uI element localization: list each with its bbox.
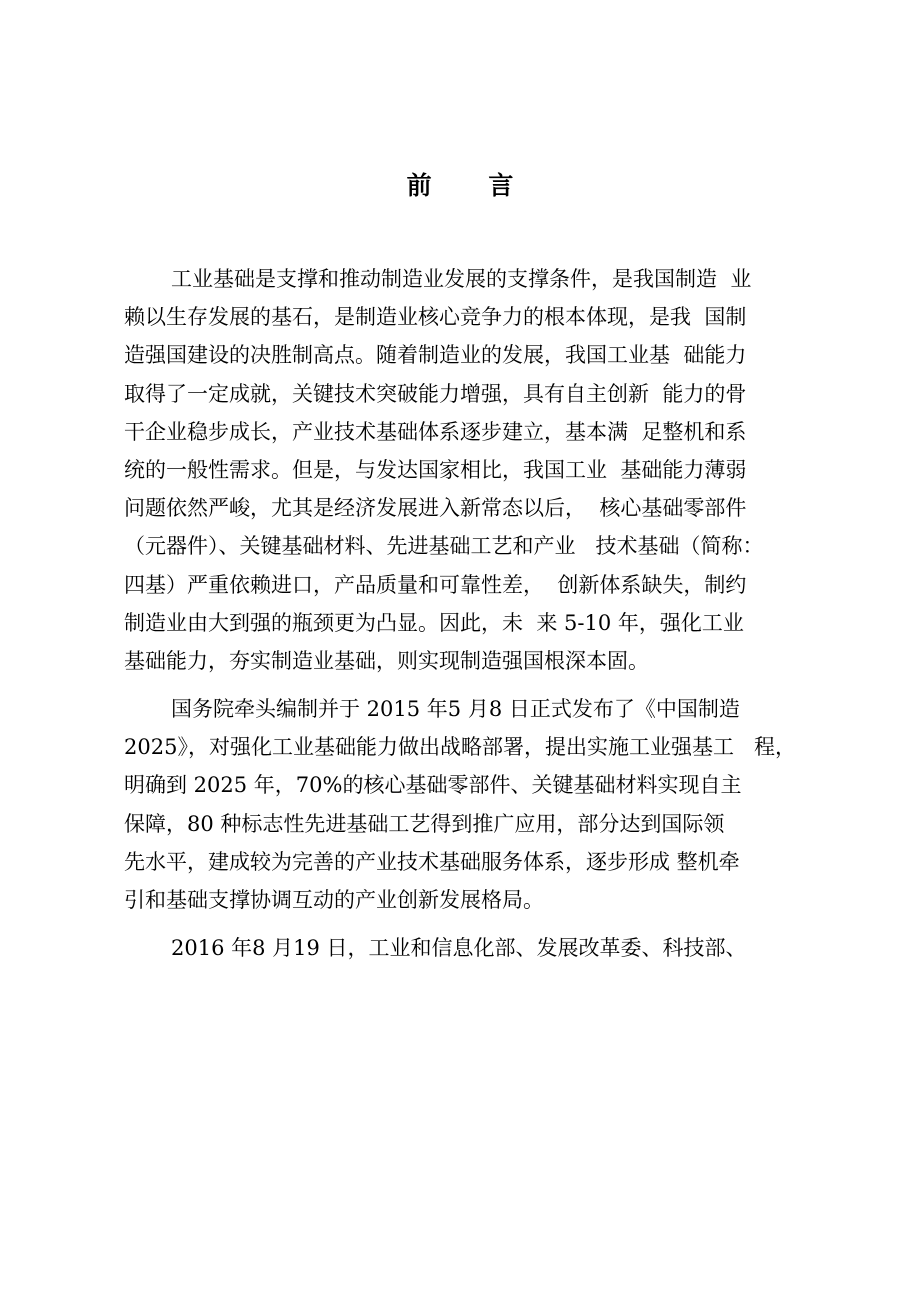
text-line: 引和基础支撑协调互动的产业创新发展格局。 bbox=[124, 888, 544, 912]
text-line: 国务院牵头编制并于 2015 年5 月8 日正式发布了《中国制造 bbox=[171, 697, 740, 722]
text-line: 赖以生存发展的基石，是制造业核心竞争力的根本体现，是我 国制 bbox=[124, 305, 747, 330]
text-line: 统的一般性需求。但是，与发达国家相比，我国工业 基础能力薄弱 bbox=[124, 457, 747, 482]
text-line: 干企业稳步成长，产业技术基础体系逐步建立，基本满 足整机和系 bbox=[124, 419, 747, 444]
text-line: 四基）严重依赖进口，产品质量和可靠性差， 创新体系缺失，制约 bbox=[124, 572, 747, 597]
text-line: 造强国建设的决胜制高点。随着制造业的发展，我国工业基 础能力 bbox=[124, 343, 747, 368]
paragraph-gap bbox=[124, 919, 812, 929]
text-line: 2016 年8 月19 日，工业和信息化部、发展改革委、科技部、 bbox=[171, 936, 747, 961]
paragraph bbox=[124, 690, 812, 919]
text-line: 基础能力，夯实制造业基础，则实现制造强国根深本固。 bbox=[124, 648, 649, 673]
text-line: 2025》，对强化工业基础能力做出战略部署，提出实施工业强基工 程， bbox=[124, 735, 796, 760]
paragraph bbox=[124, 260, 812, 680]
document-body bbox=[124, 260, 812, 967]
text-line: 取得了一定成就，关键技术突破能力增强，具有自主创新 能力的骨 bbox=[124, 381, 747, 406]
paragraph-gap bbox=[124, 680, 812, 690]
paragraph bbox=[124, 929, 812, 967]
text-line: 问题依然严峻，尤其是经济发展进入新常态以后， 核心基础零部件 bbox=[124, 496, 747, 521]
text-line: 工业基础是支撑和推动制造业发展的支撑条件，是我国制造 业 bbox=[171, 267, 752, 291]
text-line: 保障，80 种标志性先进基础工艺得到推广应用，部分达到国际领 bbox=[124, 811, 725, 836]
text-line: 制造业由大到强的瓶颈更为凸显。因此，未 来 5-10 年，强化工业 bbox=[124, 610, 744, 635]
page-title: 前 言 bbox=[406, 171, 538, 200]
text-line: （元器件）、关键基础材料、先进基础工艺和产业 技术基础（简称： bbox=[124, 534, 764, 559]
text-line: 明确到 2025 年，70%的核心基础零部件、关键基础材料实现自主 bbox=[124, 773, 742, 798]
text-line: 先水平，建成较为完善的产业技术基础服务体系，逐步形成 整机牵 bbox=[124, 849, 740, 874]
